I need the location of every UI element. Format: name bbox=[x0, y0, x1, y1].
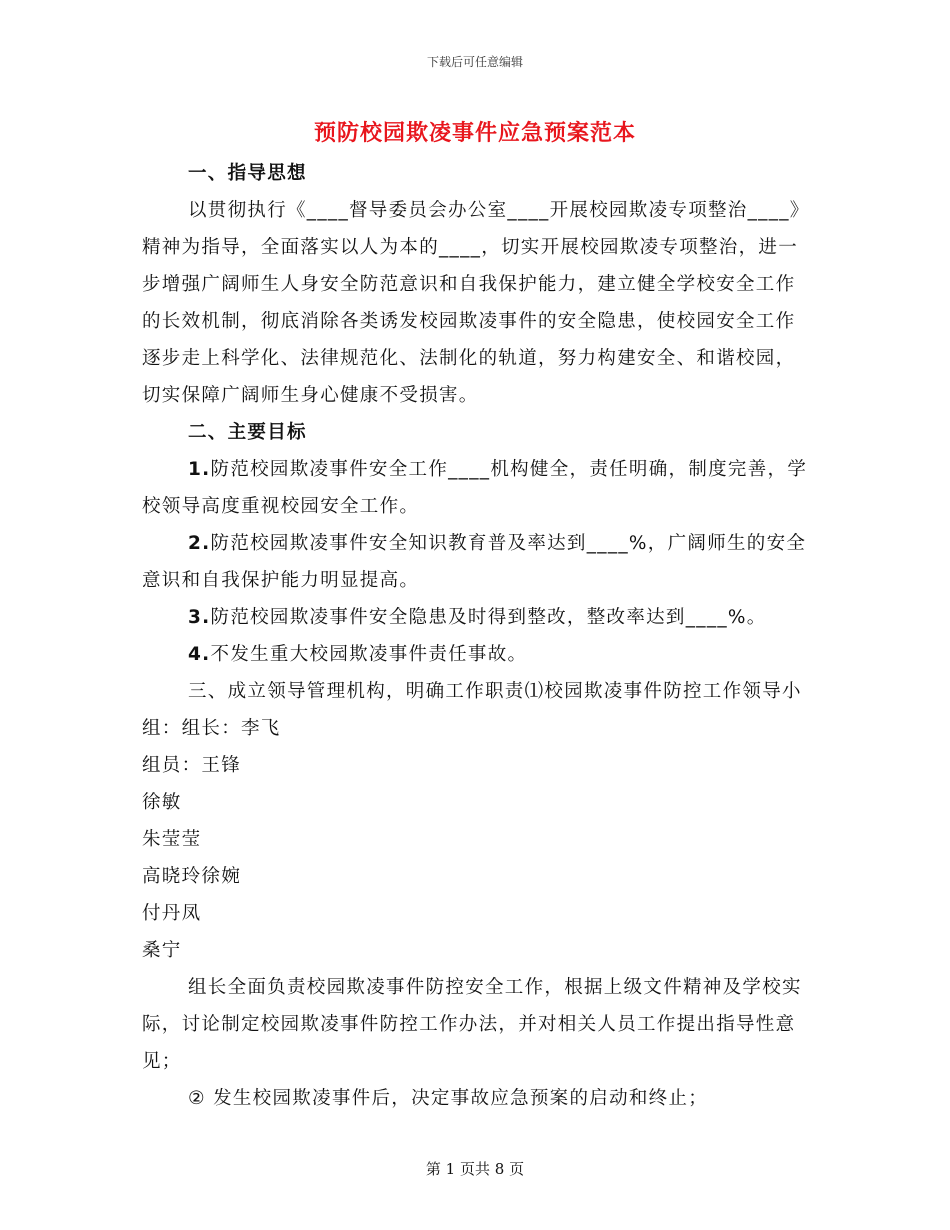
document-body bbox=[142, 155, 812, 1117]
member-name: 付丹凤 bbox=[142, 903, 202, 924]
goal-item-2 bbox=[142, 525, 812, 599]
goal-number: 4. bbox=[188, 644, 211, 665]
document-title: 预防校园欺凌事件应急预案范本 bbox=[313, 120, 636, 146]
page-number-footer: 第 1 页共 8 页 bbox=[425, 1160, 525, 1178]
section-heading-guiding-ideology: 一、指导思想 bbox=[188, 163, 307, 184]
goal-number: 3. bbox=[188, 607, 211, 628]
section-heading-main-goals: 二、主要目标 bbox=[188, 422, 307, 443]
goal-text: 防范校园欺凌事件安全工作____机构健全，责任明确，制度完善，学校领导高度重视校园安全工作。 bbox=[142, 459, 808, 517]
paragraph-leadership-organization: 三、成立领导管理机构，明确工作职责⑴校园欺凌事件防控工作领导小组：组长：李飞 bbox=[142, 681, 802, 739]
goal-text: 防范校园欺凌事件安全知识教育普及率达到____%，广阔师生的安全意识和自我保护能力明显提高。 bbox=[142, 533, 807, 591]
header-note: 下载后可任意编辑 bbox=[426, 55, 523, 69]
members-line: 组员：王锋 bbox=[142, 755, 242, 776]
paragraph-guiding-ideology: 以贯彻执行《____督导委员会办公室____开展校园欺凌专项整治____》精神为指导，全面落实以人为本的____，切实开展校园欺凌专项整治，进一步增强广阔师生人身安全防范意识和自我保护能力，建立健全学校安全工作的长效机制，彻底消除各类诱发校园欺凌事件的安全隐患，使校园安全工作逐步走上科学化、法律规范化、法制化的轨道，努力构建安全、和谐校园，切实保障广阔师生身心健康不受损害。 bbox=[142, 200, 810, 406]
member-name: 高晓玲徐婉 bbox=[142, 866, 242, 887]
member-name: 朱莹莹 bbox=[142, 829, 202, 850]
goal-number: 2. bbox=[188, 533, 211, 554]
member-name: 桑宁 bbox=[142, 940, 182, 961]
goal-item-4 bbox=[142, 636, 812, 673]
member-name: 徐敏 bbox=[142, 792, 182, 813]
goal-item-3 bbox=[142, 599, 812, 636]
paragraph-leader-duties: 组长全面负责校园欺凌事件防控安全工作，根据上级文件精神及学校实际，讨论制定校园欺凌事件防控工作办法，并对相关人员工作提出指导性意见； bbox=[142, 977, 802, 1072]
paragraph-duty-item-2: ② 发生校园欺凌事件后，决定事故应急预案的启动和终止； bbox=[188, 1088, 709, 1109]
goal-number: 1. bbox=[188, 459, 211, 480]
goal-text: 防范校园欺凌事件安全隐患及时得到整改，整改率达到____%。 bbox=[210, 607, 767, 628]
goal-text: 不发生重大校园欺凌事件责任事故。 bbox=[210, 644, 528, 665]
goal-item-1 bbox=[142, 451, 812, 525]
